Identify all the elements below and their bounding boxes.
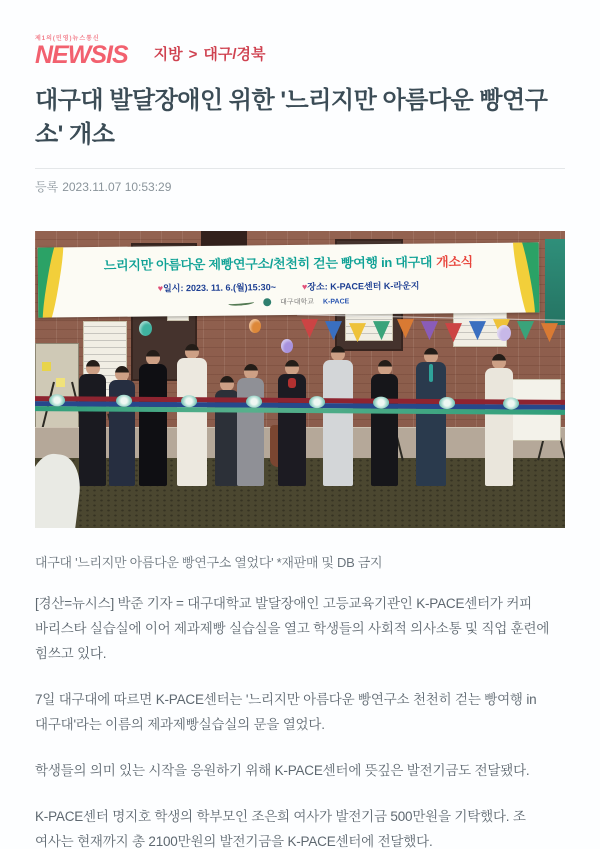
page-title: 대구대 발달장애인 위한 '느리지만 아름다운 빵연구소' 개소	[35, 87, 548, 149]
paragraph: 7일 대구대에 따르면 K-PACE센터는 '느리지만 아름다운 빵연구소 천천히 걷는 빵여행 in 대구대'라는 이름의 제과제빵실습실의 문을 열었다.	[35, 692, 537, 733]
banner-logos	[38, 295, 539, 310]
balloon	[497, 325, 511, 341]
photo-caption: 대구대 '느리지만 아름다운 빵연구소 열었다' *재판매 및 DB 금지	[35, 555, 383, 571]
heart-icon: ♥	[301, 281, 308, 293]
breadcrumb-separator-icon: >	[188, 46, 198, 63]
article-meta	[35, 168, 565, 195]
university-emblem-icon	[263, 298, 271, 306]
side-flag	[545, 239, 565, 325]
registered-label: 등록	[35, 180, 59, 195]
banner-title-accent: 개소식	[436, 254, 473, 270]
university-logo-text: 대구대학교	[280, 298, 315, 307]
breadcrumb-section[interactable]: 지방	[153, 46, 183, 63]
person-figure	[79, 360, 106, 486]
newsis-logo[interactable]	[35, 36, 128, 68]
logo-text[interactable]: NEWSIS	[35, 41, 128, 69]
banner-date: 일시: 2023. 11. 6.(월)15:30~	[162, 282, 276, 294]
logo-tagline: 제1의(민영)뉴스통신	[35, 36, 100, 42]
masthead	[35, 36, 565, 68]
ceremony-ribbon	[35, 396, 565, 422]
bunting-flag	[541, 323, 558, 342]
registered-datetime: 2023.11.07 10:53:29	[62, 180, 172, 195]
person-figure	[371, 360, 398, 486]
paragraph: 학생들의 의미 있는 시작을 응원하기 위해 K-PACE센터에 뜻깊은 발전기금도 전달됐다.	[35, 763, 530, 778]
paragraph: [경산=뉴시스] 박준 기자 = 대구대학교 발달장애인 고등교육기관인 K-PACE센터가 커피 바리스타 실습실에 이어 제과제빵 실습실을 열고 학생들의 사회적 의사소통 및 직업 훈련에 힘쓰고 있다.	[35, 596, 550, 662]
person-figure	[278, 360, 306, 486]
bunting-flag	[421, 321, 438, 340]
article-photo	[35, 231, 565, 528]
paragraph: K-PACE센터 명지호 학생의 학부모인 조은희 여사가 발전기금 500만원을 기탁했다. 조 여사는 현재까지 총 2100만원의 발전기금을 K-PACE센터에 전달했다.	[35, 808, 526, 849]
person-figure	[237, 364, 264, 486]
bunting-flag	[301, 319, 318, 338]
breadcrumb-region[interactable]: 대구/경북	[203, 46, 266, 63]
calligraphy-logo	[228, 299, 254, 306]
banner-meta	[38, 278, 539, 296]
person-figure	[215, 376, 239, 486]
red-scarf	[288, 378, 296, 388]
ceremony-banner	[38, 243, 540, 318]
breadcrumb	[154, 43, 266, 68]
balloon	[249, 319, 261, 333]
person-figure	[109, 366, 135, 486]
teal-tie	[429, 364, 433, 382]
heart-icon: ♥	[157, 283, 164, 294]
balloon	[281, 339, 293, 353]
kpace-logo-text: K-PACE	[322, 298, 350, 306]
banner-place: 장소: K-PACE센터 K-라운지	[307, 280, 420, 292]
bunting-flag	[517, 321, 534, 340]
article-body	[35, 592, 565, 849]
banner-title: 느리지만 아름다운 제빵연구소/천천히 걷는 빵여행 in 대구대 개소식	[103, 254, 473, 274]
